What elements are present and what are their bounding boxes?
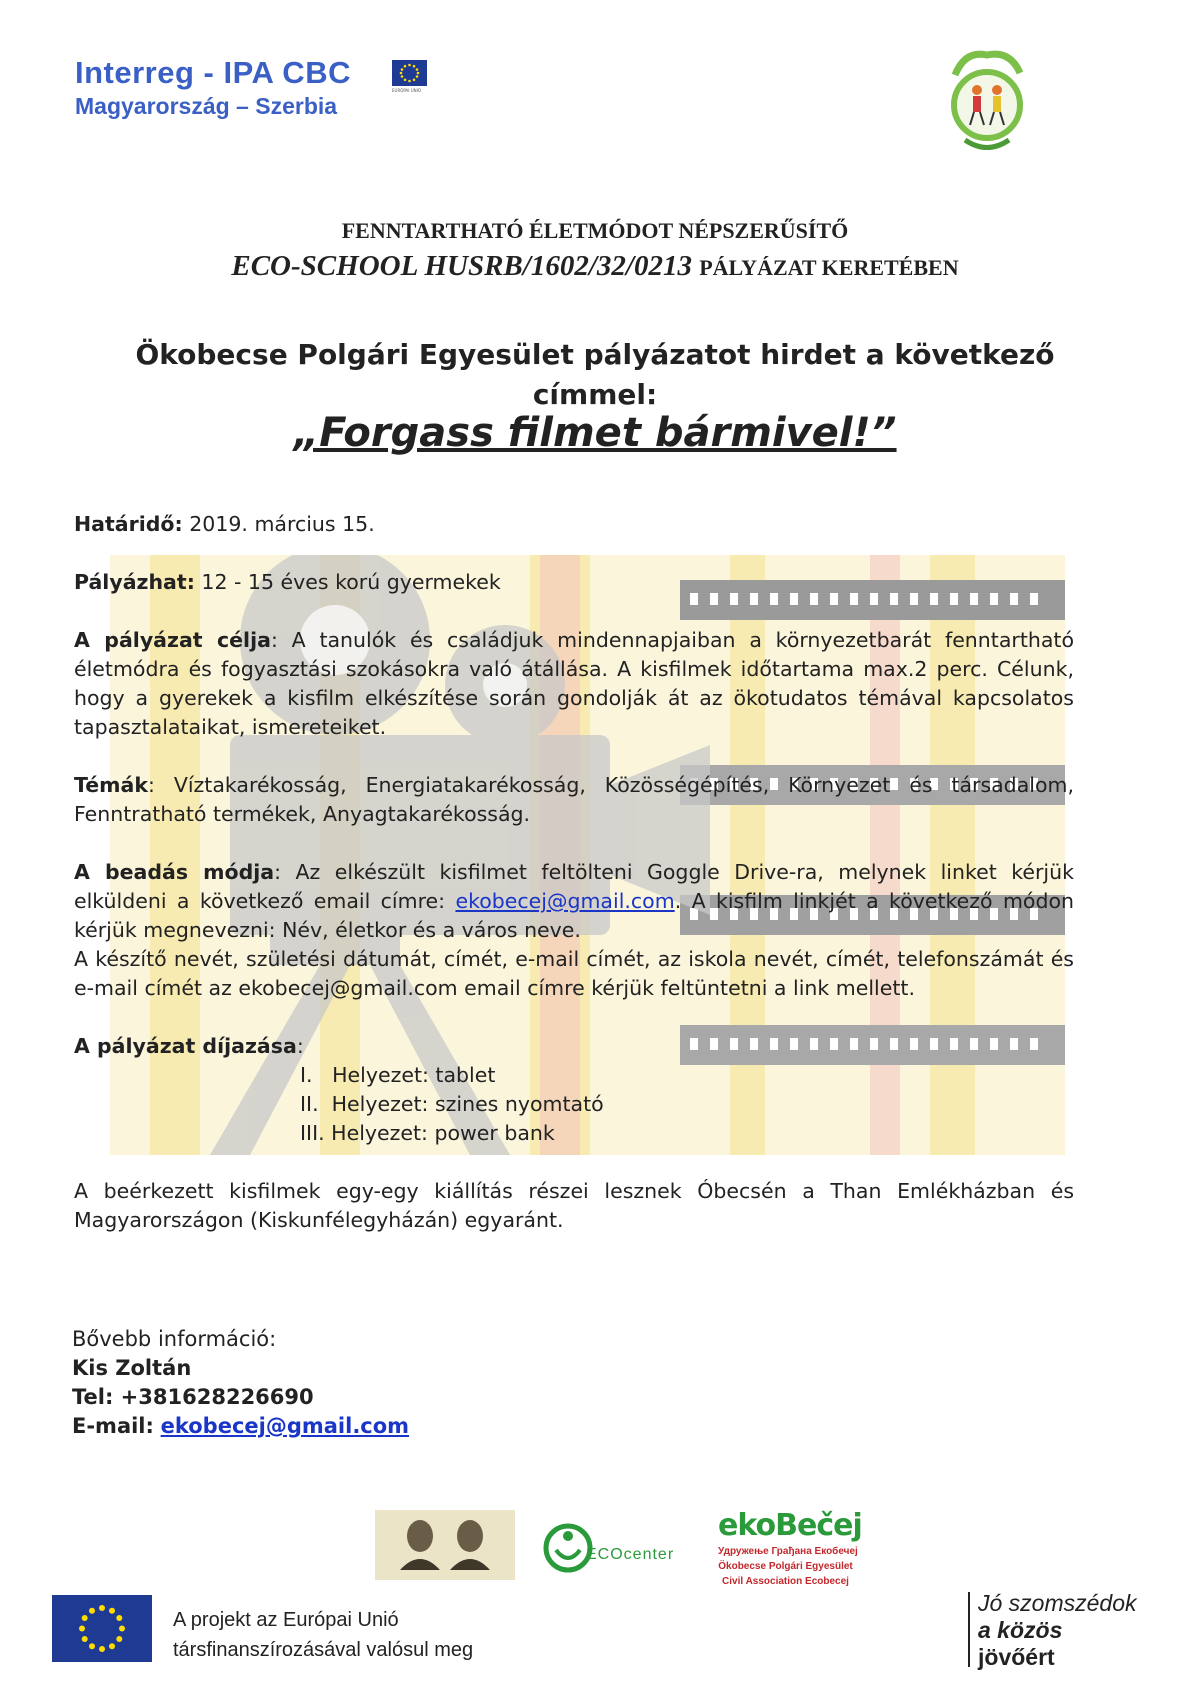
prize-item: II. Helyezet: szines nyomtató bbox=[300, 1092, 604, 1116]
eu-flag-small-icon bbox=[392, 60, 427, 93]
project-title-line1: FENNTARTHATÓ ÉLETMÓDOT NÉPSZERŰSÍTŐ bbox=[341, 218, 849, 243]
eu-flag-icon bbox=[52, 1595, 152, 1662]
ekobecej-logo-sub-english: Civil Association Ecobecej bbox=[722, 1576, 849, 1587]
eligibility-line bbox=[74, 568, 1074, 597]
prizes-list bbox=[74, 1061, 1074, 1148]
slogan bbox=[978, 1590, 1137, 1671]
submission-text-2: . A kisfilm linkjét a következő módon kérjük megnevezni: Név, életkor és a város neve. bbox=[74, 889, 1074, 942]
contact-intro: Bővebb információ: bbox=[72, 1327, 277, 1351]
prizes-label: A pályázat díjazása bbox=[74, 1034, 297, 1058]
submission-text: : Az elkészült kisfilmet feltölteni Goggle Drive-ra, melynek linket kérjük elküldeni a következő email címre: bbox=[74, 860, 1074, 913]
contact-name: Kis Zoltán bbox=[72, 1356, 192, 1380]
deadline-label: Határidő: bbox=[74, 512, 183, 536]
contact-email-link[interactable]: ekobecej@gmail.com bbox=[160, 1414, 410, 1438]
contact-block bbox=[72, 1325, 409, 1441]
eu-text-line1: A projekt az Európai Unió bbox=[173, 1609, 399, 1631]
slogan-line3: jövőért bbox=[978, 1644, 1055, 1670]
slogan-line1: Jó szomszédok bbox=[978, 1590, 1137, 1616]
announcement-heading: Ökobecse Polgári Egyesület pályázatot hirdet a következő címmel: bbox=[135, 338, 1055, 411]
contact-phone: Tel: +381628226690 bbox=[72, 1385, 314, 1409]
topics-paragraph bbox=[74, 771, 1074, 829]
ecocenter-logo-text: ECOcenter bbox=[586, 1546, 675, 1563]
deadline-value: 2019. március 15. bbox=[189, 512, 375, 536]
interreg-logo-line2: Magyarország – Szerbia bbox=[75, 93, 338, 119]
ekobecej-logo-sub-hungarian: Ökobecse Polgári Egyesület bbox=[718, 1561, 853, 1572]
eu-text-line2: társfinanszírozásával valósul meg bbox=[173, 1639, 474, 1661]
goal-text: : A tanulók és családjuk mindennapjaiban a környezetbarát fenntartható életmódra és fogyasztási szokásokra való átállása. A kisfilmek időtartama max.2 perc. Célunk, hogy a gyerekek a kisfilm elkészítése során gondolják át az ökotudatos témával kapcsolatos tapasztalataikat, ismereteiket. bbox=[74, 628, 1074, 739]
goal-label: A pályázat célja bbox=[74, 628, 271, 652]
eligibility-value: 12 - 15 éves korú gyermekek bbox=[201, 570, 501, 594]
eco-school-kids-logo bbox=[945, 45, 1030, 165]
topics-label: Témák bbox=[74, 773, 148, 797]
ekobecej-logo-sub-serbian: Удружење Грађана Екобечеј bbox=[718, 1546, 858, 1557]
slogan-line2: a közös bbox=[978, 1617, 1063, 1643]
goal-paragraph bbox=[74, 626, 1074, 742]
submission-email-link[interactable]: ekobecej@gmail.com bbox=[455, 889, 675, 913]
submission-label: A beadás módja bbox=[74, 860, 275, 884]
prize-item: III. Helyezet: power bank bbox=[300, 1121, 555, 1145]
project-title-line2 bbox=[0, 250, 1190, 283]
slogan-divider bbox=[968, 1592, 970, 1667]
eu-flag-caption: EURÓPAI UNIÓ bbox=[392, 88, 421, 93]
ecocenter-logo bbox=[538, 1518, 698, 1578]
project-code: ECO-SCHOOL HUSRB/1602/32/0213 bbox=[231, 250, 692, 282]
project-title-suffix: PÁLYÁZAT KERETÉBEN bbox=[699, 255, 959, 280]
contact-email-label: E-mail: bbox=[72, 1414, 154, 1438]
submission-paragraph bbox=[74, 858, 1074, 945]
contest-title: „Forgass filmet bármivel!” bbox=[293, 410, 897, 456]
ekobecej-logo-name: ekoBečej bbox=[718, 1508, 862, 1543]
prizes-heading: A pályázat díjazása: bbox=[74, 1034, 304, 1058]
document-body bbox=[74, 512, 1074, 1264]
eligibility-label: Pályázhat: bbox=[74, 570, 195, 594]
eu-cofinance-text bbox=[173, 1605, 473, 1665]
interreg-logo-line1: Interreg - IPA CBC bbox=[75, 55, 351, 90]
than-brothers-portrait-logo bbox=[375, 1510, 515, 1580]
ekobecej-logo bbox=[718, 1508, 862, 1603]
prize-item: I. Helyezet: tablet bbox=[300, 1063, 496, 1087]
exhibition-paragraph: A beérkezett kisfilmek egy-egy kiállítás részei lesznek Óbecsén a Than Emlékházban és Magyarországon (Kiskunfélegyházán) egyaránt. bbox=[74, 1179, 1074, 1232]
interreg-logo bbox=[75, 55, 435, 120]
deadline-line bbox=[74, 510, 1074, 539]
submission-details-paragraph: A készítő nevét, születési dátumát, címét, e-mail címét, az iskola nevét, címét, telefonszámát és e-mail címét az ekobecej@gmail.com email címre kérjük feltüntetni a link mellett. bbox=[74, 947, 1074, 1000]
topics-text: : Víztakarékosság, Energiatakarékosság, Közösségépítés, Környezet és társadalom, Fenntratható termékek, Anyagtakarékosság. bbox=[74, 773, 1074, 826]
